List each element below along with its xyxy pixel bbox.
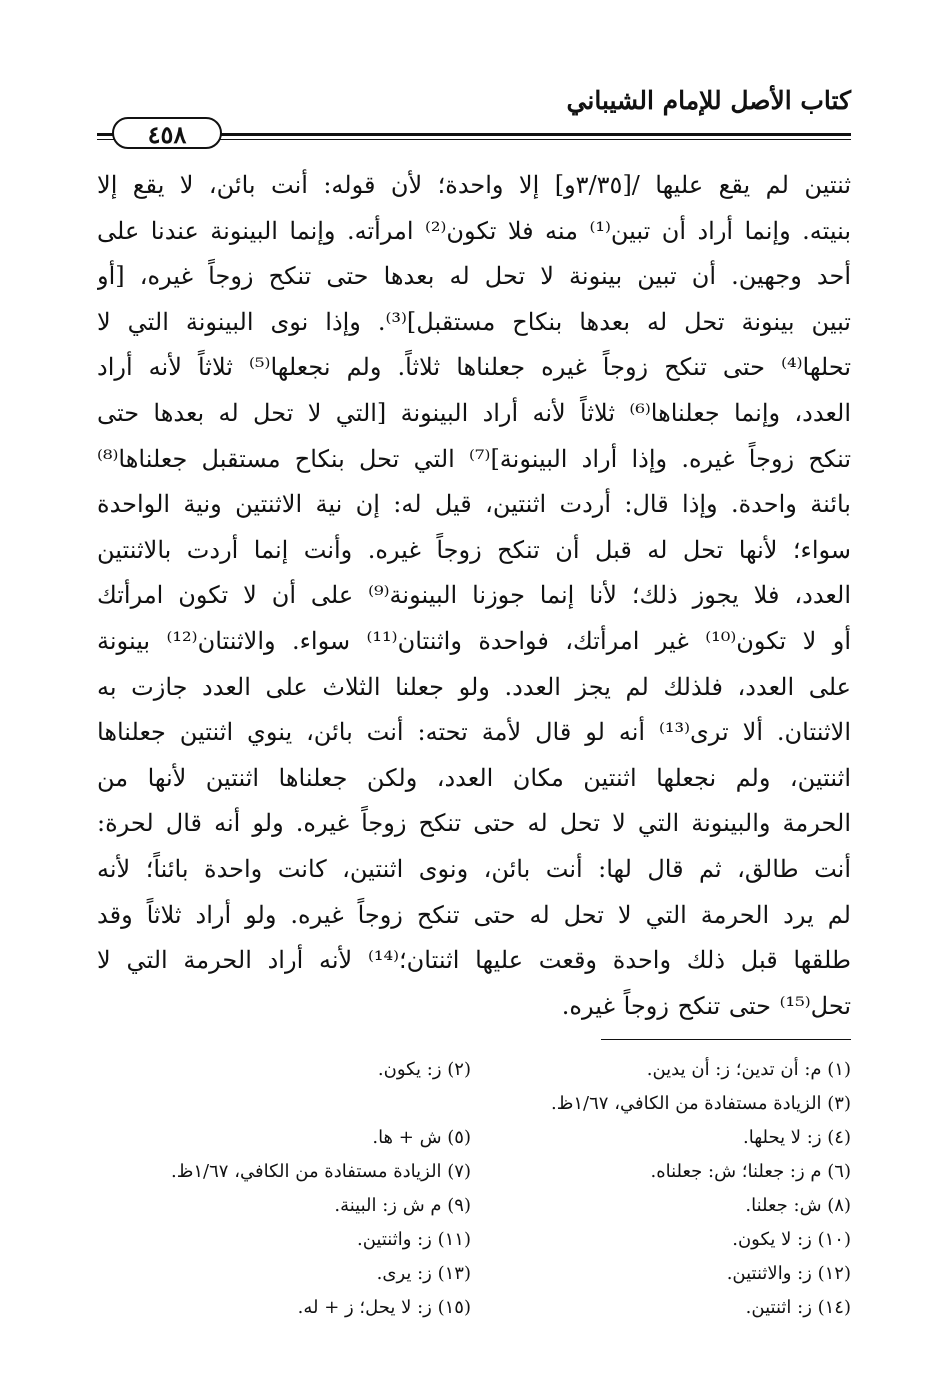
text-line: بنيته. وإنما أراد أن تبين⁽¹⁾ منه فلا تكون⁽²⁾ امرأته. وإنما البينونة عندنا على xyxy=(97,216,851,245)
text-line: تنكح زوجاً غيره. وإذا أراد البينونة]⁽⁷⁾ التي تحل بنكاح مستقبل جعلناها⁽⁸⁾ xyxy=(97,444,851,473)
footnote: (٦) م ز: جعلنا؛ ش: جعلناه. xyxy=(650,1161,851,1182)
footnote: (٢) ز: يكون. xyxy=(377,1059,471,1080)
footnote: (٧) الزيادة مستفادة من الكافي، ١/٦٧ظ. xyxy=(171,1161,471,1182)
text-line: بائنة واحدة. وإذا قال: أردت اثنتين، قيل له: إن نية الاثنتين ونية الواحدة xyxy=(97,490,851,519)
footnote: (١١) ز: واثنتين. xyxy=(356,1229,471,1250)
footnote-separator xyxy=(601,1039,851,1040)
text-line: لم يرد الحرمة التي لا تحل له حتى تنكح زوجاً غيره. ولو أراد ثلاثاً وقد xyxy=(97,900,851,929)
text-line: تحلها⁽⁴⁾ حتى تنكح زوجاً غيره جعلناها ثلاثاً. ولم نجعلها⁽⁵⁾ ثلاثاً لأنه أراد xyxy=(97,353,851,382)
text-line: على العدد، فلذلك لم يجز العدد. ولو جعلنا الثلاث على العدد جازت به xyxy=(97,672,851,701)
main-text xyxy=(97,163,851,1020)
text-line: أو لا تكون⁽¹⁰⁾ غير امرأتك، فواحدة واثنتان⁽¹¹⁾ سواء. والاثنتان⁽¹²⁾ بينونة xyxy=(97,626,851,655)
footnote: (٨) ش: جعلنا. xyxy=(745,1195,851,1216)
footnote: (١٥) ز: لا يحل؛ ز + له. xyxy=(297,1297,471,1318)
text-line: تبين بينونة تحل له بعدها بنكاح مستقبل]⁽³⁾. وإذا نوى البينونة التي لا xyxy=(97,307,851,336)
text-line: العدد، وإنما جعلناها⁽⁶⁾ ثلاثاً لأنه أراد البينونة [التي لا تحل له بعدها حتى xyxy=(97,398,851,427)
text-line: الحرمة والبينونة التي لا تحل له حتى تنكح زوجاً غيره. ولو أنه قال لحرة: xyxy=(97,809,851,838)
footnote: (٩) م ش ز: البينة. xyxy=(334,1195,471,1216)
text-line: اثنتين، ولم نجعلها اثنتين مكان العدد، ولكن جعلناها اثنتين لأنها من xyxy=(97,763,851,792)
text-line: الاثنتان. ألا ترى⁽¹³⁾ أنه لو قال لأمة تحته: أنت بائن، ينوي اثنتين جعلناها xyxy=(97,718,851,747)
text-line: أحد وجهين. أن تبين بينونة لا تحل له بعدها حتى تنكح زوجاً غيره، [أو xyxy=(97,262,851,291)
text-line: العدد، فلا يجوز ذلك؛ لأنا إنما جوزنا البينونة⁽⁹⁾ على أن لا تكون امرأتك xyxy=(97,581,851,610)
footnote: (١) م: أن تدين؛ ز: أن يدين. xyxy=(646,1059,851,1080)
footnotes xyxy=(97,1053,851,1343)
footnote: (١٣) ز: يرى. xyxy=(376,1263,471,1284)
footnote: (١٢) ز: والاثنتين. xyxy=(726,1263,851,1284)
text-line: أنت طالق، ثم قال لها: أنت بائن، ونوى اثنتين، كانت واحدة بائناً؛ لأنه xyxy=(97,854,851,883)
footnote: (١٤) ز: اثنتين. xyxy=(745,1297,851,1318)
text-line: تحل⁽¹⁵⁾ حتى تنكح زوجاً غيره. xyxy=(561,991,851,1020)
page-number: ٤٥٨ xyxy=(112,117,222,149)
text-line: طلقها قبل ذلك واحدة وقعت عليها اثنتان؛⁽¹⁴⁾ لأنه أراد الحرمة التي لا xyxy=(97,946,851,975)
footnote: (٥) ش + ها. xyxy=(372,1127,471,1148)
text-line: ثنتين لم يقع عليها /[٣/٣٥و] إلا واحدة؛ لأن قوله: أنت بائن، لا يقع إلا xyxy=(97,171,851,199)
text-line: سواء؛ لأنها تحل له قبل أن تنكح زوجاً غيره. وأنت إنما أردت بالاثنتين xyxy=(97,535,851,564)
footnote: (٤) ز: لا يحلها. xyxy=(742,1127,851,1148)
footnote: (١٠) ز: لا يكون. xyxy=(732,1229,851,1250)
running-header-title: كتاب الأصل للإمام الشيباني xyxy=(566,86,851,115)
footnote: (٣) الزيادة مستفادة من الكافي، ١/٦٧ظ. xyxy=(551,1093,851,1114)
